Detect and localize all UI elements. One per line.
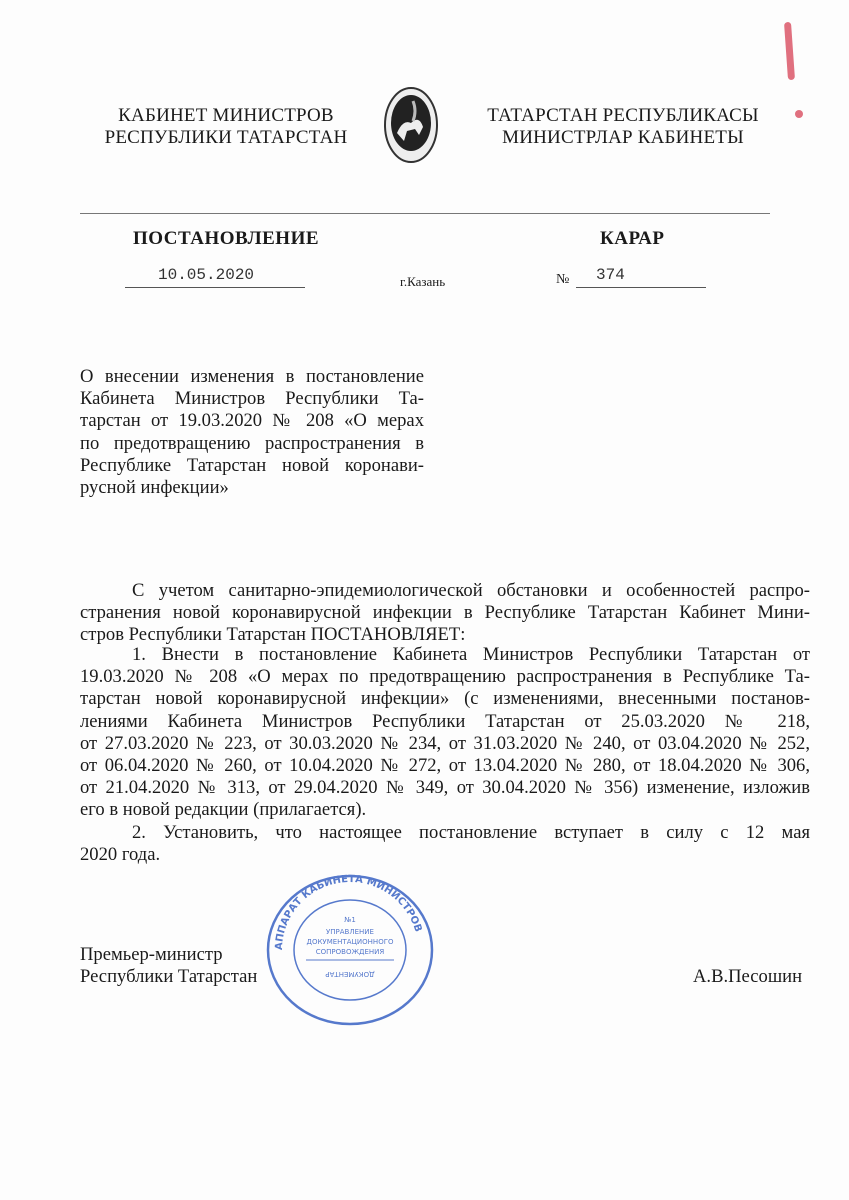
doc-type-ru: ПОСТАНОВЛЕНИЕ xyxy=(133,228,320,249)
title-line: Кабинета Министров Республики Та- xyxy=(80,388,424,410)
red-dot xyxy=(795,110,803,118)
title-line: тарстан от 19.03.2020 № 208 «О мерах xyxy=(80,410,424,432)
preamble-line: С учетом санитарно-эпидемиологической обстановки и особенностей распро- xyxy=(132,580,810,601)
date-field xyxy=(125,266,305,288)
official-stamp xyxy=(264,872,436,1028)
signatory-name: А.В.Песошин xyxy=(693,966,803,987)
item-line: тарстан новой коронавирусной инфекции» (с изменениями, внесенными постанов- xyxy=(80,688,810,710)
item-line: 1. Внести в постановление Кабинета Министров Республики Татарстан от xyxy=(132,644,810,665)
title-line: по предотвращению распространения в xyxy=(80,432,424,454)
title-line: О внесении изменения в постановление xyxy=(80,366,424,387)
svg-text:ДОКУМЕНТАЦИОННОГО: ДОКУМЕНТАЦИОННОГО xyxy=(306,938,394,946)
title-line: Республике Татарстан новой коронави- xyxy=(80,454,424,476)
header-left-line: РЕСПУБЛИКИ ТАТАРСТАН xyxy=(104,127,348,148)
number-field xyxy=(576,266,706,288)
svg-text:АППАРАТ КАБИНЕТА МИНИСТРОВ: АППАРАТ КАБИНЕТА МИНИСТРОВ xyxy=(273,873,424,951)
item-2 xyxy=(80,822,810,866)
preamble-line: странения новой коронавирусной инфекции в Республике Татарстан Кабинет Мини- xyxy=(80,602,810,624)
item-line: от 06.04.2020 № 260, от 10.04.2020 № 272, от 13.04.2020 № 280, от 18.04.2020 № 306, xyxy=(80,755,810,777)
item-line: его в новой редакции (прилагается). xyxy=(80,799,367,821)
svg-text:ДОКУМЕНТАР: ДОКУМЕНТАР xyxy=(325,970,375,978)
document-title xyxy=(80,366,424,499)
signature-position xyxy=(80,944,257,988)
coat-of-arms-emblem xyxy=(383,85,439,165)
preamble-line: стров Республики Татарстан ПОСТАНОВЛЯЕТ: xyxy=(80,624,466,646)
city: г.Казань xyxy=(400,274,446,289)
header-right-line: МИНИСТРЛАР КАБИНЕТЫ xyxy=(502,127,744,148)
item-1 xyxy=(80,644,810,822)
preamble xyxy=(80,580,810,647)
header-left-line: КАБИНЕТ МИНИСТРОВ xyxy=(118,105,334,126)
number-sign: № xyxy=(556,272,570,287)
red-mark xyxy=(784,22,795,80)
header-left xyxy=(90,105,362,149)
item-line: 19.03.2020 № 208 «О мерах по предотвращению распространения в Республике Та- xyxy=(80,666,810,688)
item-line: 2020 года. xyxy=(80,844,161,866)
number-value: 374 xyxy=(596,266,625,284)
position-line: Республики Татарстан xyxy=(80,966,258,987)
item-line: от 27.03.2020 № 223, от 30.03.2020 № 234, от 31.03.2020 № 240, от 03.04.2020 № 252, xyxy=(80,732,810,754)
header-divider xyxy=(80,213,770,214)
svg-text:УПРАВЛЕНИЕ: УПРАВЛЕНИЕ xyxy=(326,928,374,936)
header-right xyxy=(478,105,768,149)
item-line: 2. Установить, что настоящее постановление вступает в силу с 12 мая xyxy=(132,822,810,843)
doc-type-tt: КАРАР xyxy=(600,228,665,249)
header-right-line: ТАТАРСТАН РЕСПУБЛИКАСЫ xyxy=(487,105,759,126)
date-value: 10.05.2020 xyxy=(158,266,255,284)
svg-text:№1: №1 xyxy=(344,916,356,924)
position-line: Премьер-министр xyxy=(80,944,223,965)
title-line: русной инфекции» xyxy=(80,477,229,499)
item-line: лениями Кабинета Министров Республики Татарстан от 25.03.2020 № 218, xyxy=(80,710,810,732)
svg-text:СОПРОВОЖДЕНИЯ: СОПРОВОЖДЕНИЯ xyxy=(315,948,385,956)
item-line: от 21.04.2020 № 313, от 29.04.2020 № 349, от 30.04.2020 № 356) изменение, изложив xyxy=(80,777,810,799)
